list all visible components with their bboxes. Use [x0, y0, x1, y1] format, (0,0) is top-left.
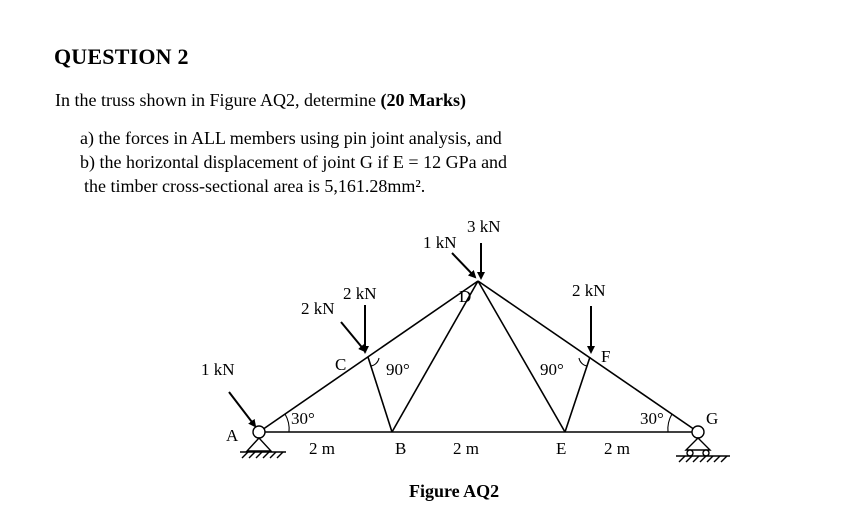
load-label-d-inclined: 1 kN: [423, 233, 457, 252]
member-right-top-chord: [478, 281, 698, 432]
figure-caption: Figure AQ2: [409, 481, 500, 501]
angle-label-c: 90°: [386, 360, 410, 379]
pin-support-a: [240, 426, 286, 458]
load-arrow-a: [229, 392, 255, 426]
joint-label-d: D: [459, 287, 472, 306]
angle-arc-g: [668, 414, 672, 432]
load-arrow-c-inclined: [341, 322, 365, 351]
angle-arc-c: [371, 358, 379, 366]
load-label-d-vertical: 3 kN: [467, 217, 501, 236]
member-de: [478, 281, 565, 432]
span-label-3: 2 m: [604, 439, 630, 458]
joint-label-g: G: [706, 409, 719, 428]
joint-label-a: A: [226, 426, 239, 445]
intro-text: In the truss shown in Figure AQ2, determine: [55, 90, 381, 110]
span-label-1: 2 m: [309, 439, 335, 458]
item-a: a) the forces in ALL members using pin joint analysis, and: [80, 128, 502, 148]
member-ef: [565, 357, 590, 432]
joint-label-c: C: [335, 355, 347, 374]
angle-label-g: 30°: [640, 409, 664, 428]
angle-arc-f: [579, 358, 587, 366]
load-label-f: 2 kN: [572, 281, 606, 300]
load-label-a: 1 kN: [201, 360, 235, 379]
marks-label: (20 Marks): [380, 90, 466, 110]
question-heading: QUESTION 2: [54, 44, 189, 69]
load-label-c-inclined: 2 kN: [301, 299, 335, 318]
angle-label-f: 90°: [540, 360, 564, 379]
load-arrows: [229, 243, 591, 426]
angle-label-a: 30°: [291, 409, 315, 428]
joint-label-e: E: [556, 439, 567, 458]
item-b-continued: the timber cross-sectional area is 5,161.28mm².: [84, 176, 426, 196]
load-arrow-d-inclined: [452, 253, 475, 277]
load-label-c-vertical: 2 kN: [343, 284, 377, 303]
joint-label-f: F: [601, 347, 611, 366]
joint-label-b: B: [395, 439, 407, 458]
item-b: b) the horizontal displacement of joint G if E = 12 GPa and: [80, 152, 508, 172]
angle-arc-a: [285, 414, 289, 432]
span-label-2: 2 m: [453, 439, 479, 458]
